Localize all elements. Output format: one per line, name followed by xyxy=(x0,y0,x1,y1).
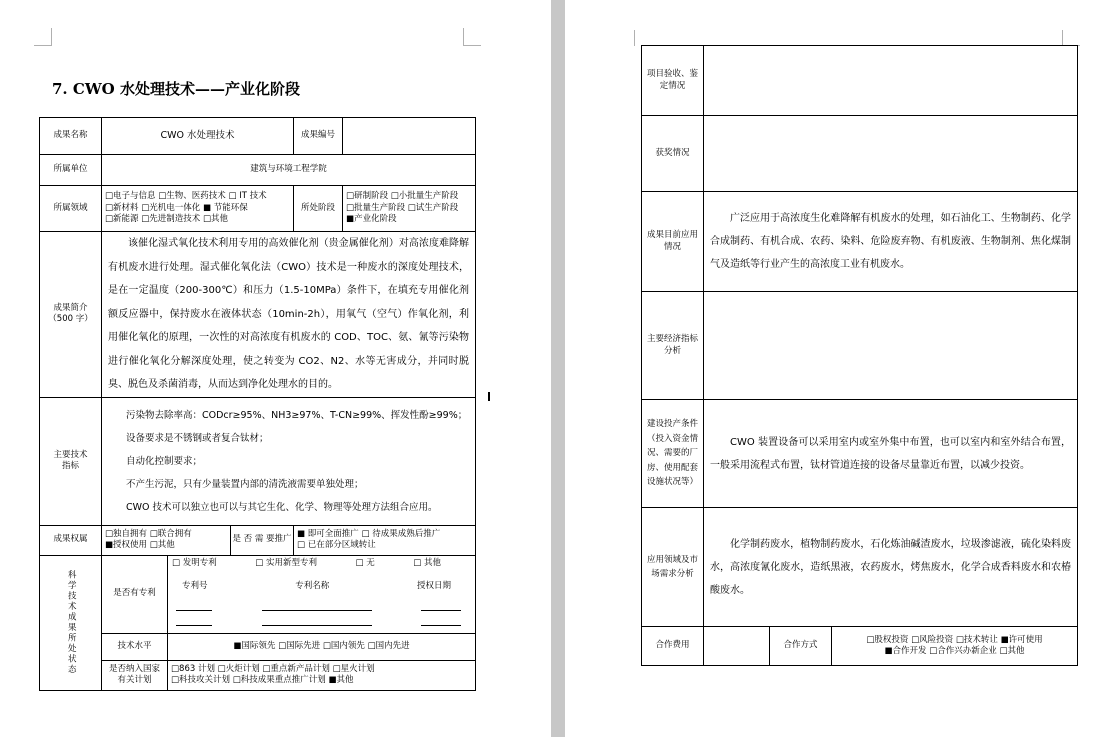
metrics-label: 主要技术 xyxy=(53,449,88,460)
coop-mode-options[interactable] xyxy=(832,627,1078,666)
metric-item: 污染物去除率高：CODcr≥95%、NH3≥97%、T-CN≥99%、挥发性酚≥99%； xyxy=(126,409,468,421)
crop-mark-top-left xyxy=(634,30,635,46)
ownership-option-line: ■授权使用 □其他 xyxy=(105,540,175,550)
result-info-table xyxy=(39,117,476,691)
patent-type-utility: □ 实用新型专利 xyxy=(255,557,317,568)
result-info-table-continued xyxy=(641,45,1078,666)
crop-mark-top-right xyxy=(463,45,481,46)
metrics-label-cell xyxy=(40,397,102,525)
status-label: 科学技术成果所处状态 xyxy=(40,555,102,690)
metric-item: CWO 技术可以独立也可以与其它生化、化学、物理等处理方法组合应用。 xyxy=(126,501,438,513)
result-id-value[interactable] xyxy=(343,118,476,155)
build-value[interactable]: CWO 装置设备可以采用室内或室外集中布置，也可以室内和室外结合布置，一般采用流程式布置，钛材管道连接的设备尽量靠近布置，以减少投资。 xyxy=(704,400,1078,508)
text-cursor xyxy=(488,392,490,401)
metric-item: 不产生污泥，只有少量装置内部的清洗液需要单独处理； xyxy=(126,478,364,490)
field-label: 所属领域 xyxy=(40,186,102,232)
patent-label: 是否有专利 xyxy=(102,555,168,633)
coop-fee-label: 合作费用 xyxy=(642,627,704,666)
plan-option-line: □863 计划 □火炬计划 □重点新产品计划 □星火计划 xyxy=(171,663,375,674)
result-id-label: 成果编号 xyxy=(294,118,343,155)
plan-option-line: □科技攻关计划 □科技成果重点推广计划 ■其他 xyxy=(171,675,354,685)
stage-option-line: ■产业化阶段 xyxy=(346,214,397,225)
coop-fee-value[interactable] xyxy=(704,627,770,666)
crop-mark-top-left-v xyxy=(51,28,52,46)
patent-col-number: 专利号 xyxy=(182,580,208,591)
patent-number-field[interactable] xyxy=(176,596,212,626)
intro-text[interactable]: 该催化湿式氧化技术利用专用的高效催化剂（贵金属催化剂）对高浓度难降解有机废水进行处理。湿式催化氧化法（CWO）技术是一种废水的深度处理技术，是在一定温度（200-300℃）和压力（1.5-10MPa）条件下，在填充专用催化剂额反应器中，保持废水在液体状态（10min-2h），用氧气（空气）作氧化剂，利用催化氧化的原理，一次性的对高浓度有机废水的 COD、TOC、氨、氰等污染物进行催化氧化分解深度处理，使之转变为 CO2、N2、水等无害成分，并同时脱臭、脱色及杀菌消毒，从而达到净化处理水的目的。 xyxy=(102,232,476,398)
stage-label: 所处阶段 xyxy=(294,186,343,232)
crop-mark-top-right xyxy=(1062,30,1063,46)
market-label: 应用领域及市场需求分析 xyxy=(642,508,704,627)
document-page-left xyxy=(0,0,551,737)
coop-mode-option-line: ■合作开发 □合作兴办新企业 □其他 xyxy=(884,646,1025,656)
stage-options[interactable] xyxy=(343,186,476,232)
promote-option-line: □ 已在部分区域转让 xyxy=(297,540,376,550)
patent-date-field[interactable] xyxy=(421,596,461,626)
unit-label: 所属单位 xyxy=(40,155,102,186)
patent-name-field[interactable] xyxy=(262,596,372,626)
patent-details[interactable] xyxy=(168,555,476,633)
patent-type-other: □ 其他 xyxy=(413,557,442,568)
stage-option-line: □研制阶段 □小批量生产阶段 xyxy=(346,191,459,202)
document-page-right xyxy=(565,0,1116,737)
promote-option-line: ■ 即可全面推广 □ 待成果成熟后推广 xyxy=(297,528,441,539)
patent-col-name: 专利名称 xyxy=(295,580,330,591)
result-name-value[interactable]: CWO 水处理技术 xyxy=(102,118,294,155)
field-option-line: □新材料 □光机电一体化 ■ 节能环保 xyxy=(105,202,248,213)
promote-label: 是 否 需 要推广 xyxy=(231,525,294,555)
field-option-line: □电子与信息 □生物、医药技术 □ IT 技术 xyxy=(105,191,267,202)
field-options[interactable] xyxy=(102,186,294,232)
economic-value[interactable] xyxy=(704,292,1078,400)
crop-mark-top-right-v xyxy=(463,28,464,46)
crop-mark-top-left xyxy=(34,45,52,46)
intro-label-cell xyxy=(40,232,102,398)
acceptance-value[interactable] xyxy=(704,46,1078,116)
metrics-label-sub: 指标 xyxy=(61,461,79,471)
tech-level-label: 技术水平 xyxy=(102,633,168,660)
intro-label-sub: （500 字） xyxy=(48,314,93,325)
intro-label: 成果简介 xyxy=(53,302,88,313)
market-value[interactable]: 化学制药废水，植物制药废水，石化炼油碱渣废水，垃圾渗滤液，硫化染料废水，高浓度氰化废水，造纸黑液，农药废水，烤焦废水，化学合成香料废水和农椿酸废水。 xyxy=(704,508,1078,627)
stage-option-line: □批量生产阶段 □试生产阶段 xyxy=(346,202,459,213)
application-label: 成果目前应用情况 xyxy=(642,192,704,292)
ownership-option-line: □独自拥有 □联合拥有 xyxy=(105,528,192,539)
coop-mode-option-line: □股权投资 □风险投资 □技术转让 ■许可使用 xyxy=(866,634,1043,645)
promote-options[interactable] xyxy=(294,525,476,555)
patent-type-invention: □ 发明专利 xyxy=(172,557,217,568)
tech-level-options[interactable]: ■国际领先 □国际先进 □国内领先 □国内先进 xyxy=(168,633,476,660)
patent-type-none: □ 无 xyxy=(355,557,375,568)
metrics-list[interactable] xyxy=(102,397,476,525)
plan-options[interactable] xyxy=(168,660,476,690)
awards-value[interactable] xyxy=(704,116,1078,192)
page-gutter xyxy=(551,0,565,737)
metric-item: 自动化控制要求； xyxy=(126,455,203,467)
patent-col-date: 授权日期 xyxy=(417,580,452,591)
coop-mode-label: 合作方式 xyxy=(770,627,832,666)
acceptance-label: 项目验收、鉴定情况 xyxy=(642,46,704,116)
result-name-label: 成果名称 xyxy=(40,118,102,155)
application-value[interactable]: 广泛应用于高浓度生化难降解有机废水的处理，如石油化工、生物制药、化学合成制药、有机合成、农药、染料、危险废弃物、有机废液、生物制剂、焦化煤制气及造纸等行业产生的高浓度工业有机废水。 xyxy=(704,192,1078,292)
metric-item: 设备要求是不锈钢或者复合钛材； xyxy=(126,432,269,444)
ownership-options[interactable] xyxy=(102,525,231,555)
build-label: 建设投产条件（投入资金情况、需要的厂房、使用配套设施状况等） xyxy=(642,400,704,508)
ownership-label: 成果权属 xyxy=(40,525,102,555)
document-title: 7. CWO 水处理技术——产业化阶段 xyxy=(52,80,300,98)
awards-label: 获奖情况 xyxy=(642,116,704,192)
unit-value[interactable]: 建筑与环境工程学院 xyxy=(102,155,476,186)
field-option-line: □新能源 □先进制造技术 □其他 xyxy=(105,214,228,225)
economic-label: 主要经济指标分析 xyxy=(642,292,704,400)
plan-label: 是否纳入国家有关计划 xyxy=(102,660,168,690)
